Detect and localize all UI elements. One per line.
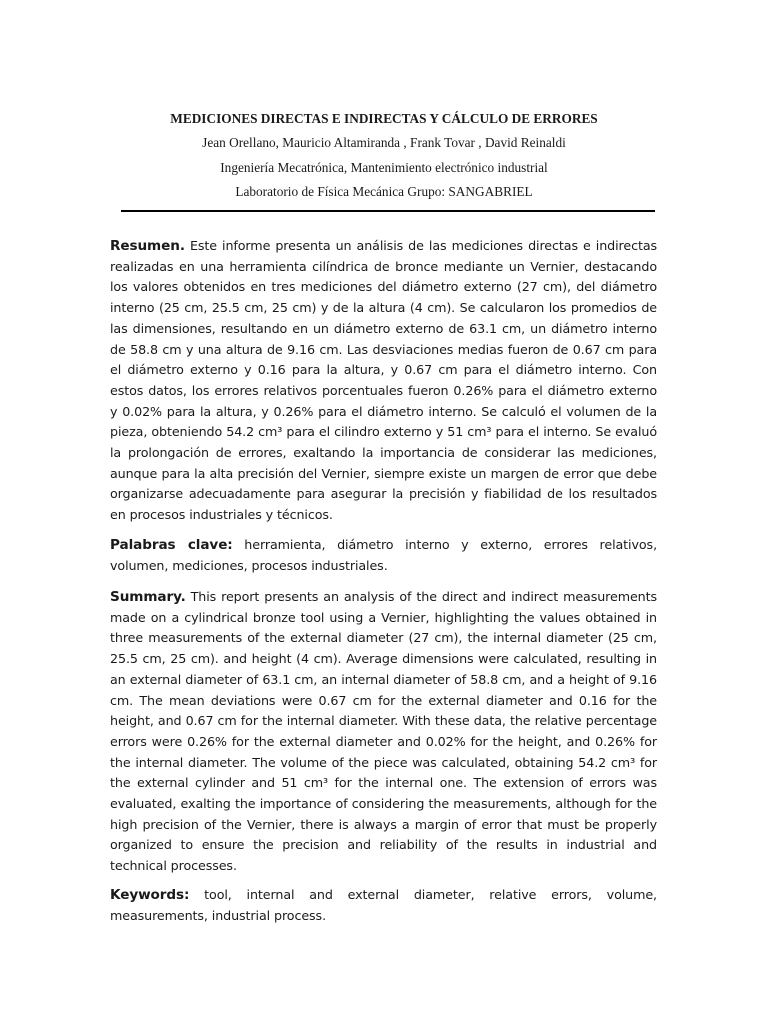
palabras-clave-text: herramienta, diámetro interno y externo, errores relativos, volumen, mediciones, procesos industriales.: [110, 537, 658, 573]
resumen-section: [110, 236, 657, 526]
keywords-label: Keywords:: [110, 887, 190, 903]
paper-header: [110, 107, 658, 204]
palabras-clave-section: [110, 535, 657, 576]
header-divider: [121, 210, 655, 212]
paper-title: MEDICIONES DIRECTAS E INDIRECTAS Y CÁLCULO DE ERRORES: [170, 111, 598, 126]
palabras-clave-paragraph: [110, 535, 657, 576]
resumen-text: Este informe presenta un análisis de las mediciones directas e indirectas realizadas en una herramienta cilíndrica de bronce mediante un Vernier, destacando los valores obtenidos en tres mediciones del diámetro externo (27 cm), del diámetro interno (25 cm, 25.5 cm, 25 cm) y de la altura (4 cm). Se calcularon los promedios de las dimensiones, resultando en un diámetro externo de 63.1 cm, un diámetro interno de 58.8 cm y una altura de 9.16 cm. Las desviaciones medias fueron de 0.67 cm para el diámetro externo y 0.16 para la altura, y 0.67 cm para el diámetro interno. Con estos datos, los errores relativos porcentuales fueron 0.26% para el diámetro externo y 0.02% para la altura, y 0.26% para el diámetro interno. Se calculó el volumen de la pieza, obteniendo 54.2 cm³ para el cilindro externo y 51 cm³ para el interno. Se evaluó la prolongación de errores, exaltando la importancia de considerar las mediciones, aunque para la alta precisión del Vernier, siempre existe un margen de error que debe organizarse adecuadamente para asegurar la precisión y fiabilidad de los resultados en procesos industriales y técnicos.: [110, 238, 657, 523]
keywords-paragraph: [110, 885, 657, 926]
affiliation: Ingeniería Mecatrónica, Mantenimiento electrónico industrial: [220, 159, 548, 175]
resumen-paragraph: [110, 236, 657, 526]
summary-label: Summary.: [110, 589, 186, 605]
author-list: Jean Orellano, Mauricio Altamiranda , Frank Tovar , David Reinaldi: [202, 135, 566, 151]
lab-group: Laboratorio de Física Mecánica Grupo: SANGABRIEL: [235, 183, 533, 199]
palabras-clave-label: Palabras clave:: [110, 537, 233, 553]
summary-section: [110, 587, 657, 877]
keywords-text: tool, internal and external diameter, relative errors, volume, measurements, industrial process.: [110, 887, 657, 923]
summary-text: This report presents an analysis of the direct and indirect measurements made on a cylindrical bronze tool using a Vernier, highlighting the values obtained in three measurements of the external diameter (27 cm), the internal diameter (25 cm, 25.5 cm, 25 cm). and height (4 cm). Average dimensions were calculated, resulting in an external diameter of 63.1 cm, an internal diameter of 58.8 cm, and a height of 9.16 cm. The mean deviations were 0.67 cm for the external diameter and 0.16 for the height, and 0.67 cm for the internal diameter. With these data, the relative percentage errors were 0.26% for the external diameter and 0.02% for the height, and 0.26% for the internal diameter. The volume of the piece was calculated, obtaining 54.2 cm³ for the external cylinder and 51 cm³ for the internal one. The extension of errors was evaluated, exalting the importance of considering the measurements, although for the high precision of the Vernier, there is always a margin of error that must be properly organized to ensure the precision and reliability of the results in industrial and technical processes.: [110, 589, 657, 874]
keywords-section: [110, 885, 657, 926]
summary-paragraph: [110, 587, 657, 877]
resumen-label: Resumen.: [110, 238, 185, 254]
